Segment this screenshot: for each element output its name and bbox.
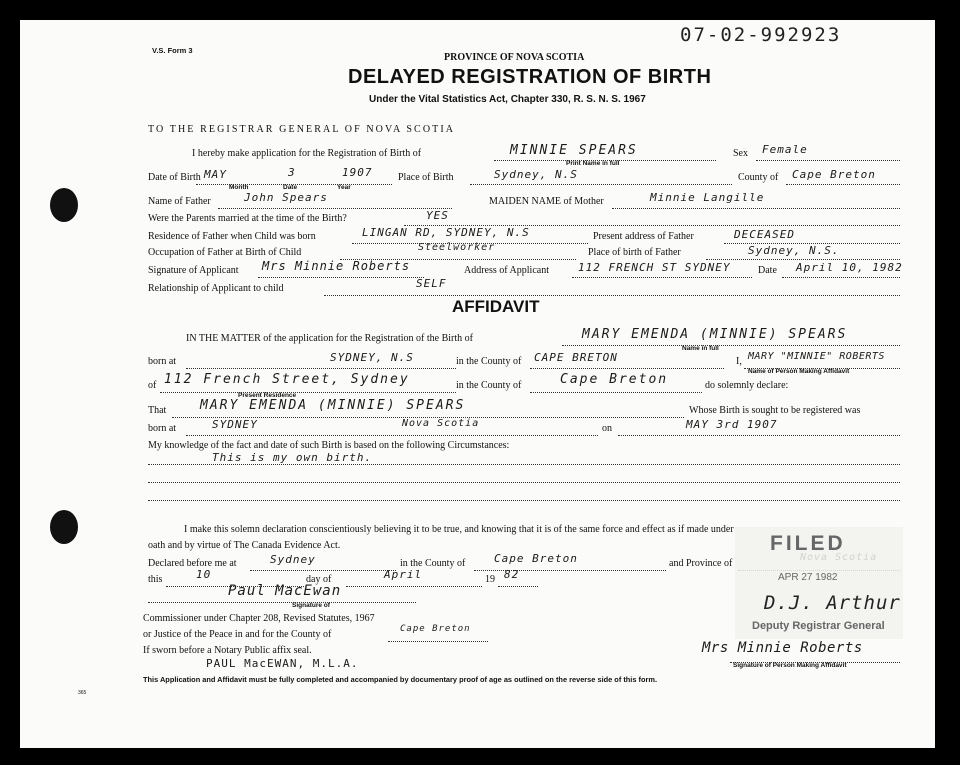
dob-year: 1907 xyxy=(342,166,373,179)
affiant-residence: 112 French Street, Sydney xyxy=(164,372,410,387)
born-on-date: MAY 3rd 1907 xyxy=(686,418,778,431)
father-occupation: Steelworker xyxy=(418,242,496,253)
file-number: 07-02-992923 xyxy=(680,24,842,46)
declared-county: Cape Breton xyxy=(494,552,578,565)
born-at-province: Nova Scotia xyxy=(402,418,480,429)
form-number: V.S. Form 3 xyxy=(152,46,193,55)
declared-at: Sydney xyxy=(270,553,316,566)
father-name: John Spears xyxy=(244,191,328,204)
born-at-city: SYDNEY xyxy=(212,418,258,431)
form-subtitle: Under the Vital Statistics Act, Chapter 330, R. S. N. S. 1967 xyxy=(369,94,646,105)
applicant-address: 112 FRENCH ST SYDNEY xyxy=(578,261,731,274)
province-heading: PROVINCE OF NOVA SCOTIA xyxy=(444,52,585,63)
application-date: April 10, 1982 xyxy=(796,261,903,274)
filed-stamp: FILED xyxy=(770,532,846,555)
place-of-birth: Sydney, N.S xyxy=(494,168,578,181)
punch-hole xyxy=(50,510,78,544)
affidavit-heading: AFFIDAVIT xyxy=(452,297,540,316)
punch-hole xyxy=(50,188,78,222)
sex-value: Female xyxy=(762,143,808,156)
affidavit-born-county: CAPE BRETON xyxy=(534,351,618,364)
application-label: I hereby make application for the Registration of Birth of xyxy=(192,148,422,159)
registrar-title: Deputy Registrar General xyxy=(752,620,885,632)
parents-married: YES xyxy=(426,209,449,222)
circumstances: This is my own birth. xyxy=(212,451,373,464)
county-of-birth: Cape Breton xyxy=(792,168,876,181)
dob-date: 3 xyxy=(288,166,296,179)
affiant-name: MARY "MINNIE" ROBERTS xyxy=(748,351,885,362)
applicant-signature: Mrs Minnie Roberts xyxy=(262,259,411,273)
affidavit-child-name: MARY EMENDA (MINNIE) SPEARS xyxy=(582,327,848,342)
declared-day: 10 xyxy=(196,568,212,581)
child-name: MINNIE SPEARS xyxy=(510,143,638,158)
affiant-signature: Mrs Minnie Roberts xyxy=(702,640,863,656)
declared-month: April xyxy=(384,568,423,581)
dob-month: MAY xyxy=(204,168,227,181)
that-name: MARY EMENDA (MINNIE) SPEARS xyxy=(200,398,466,413)
affiant-residence-county: Cape Breton xyxy=(560,372,669,387)
registrar-signature: D.J. Arthur xyxy=(764,592,901,614)
footer-instruction: This Application and Affidavit must be fully completed and accompanied by documentary proof of age as outlined on the reverse side of this form. xyxy=(143,675,657,684)
declared-year: 82 xyxy=(504,568,520,581)
form-title: DELAYED REGISTRATION OF BIRTH xyxy=(348,66,712,88)
father-present-address: DECEASED xyxy=(734,228,795,241)
commissioner-signature: Paul MacEwan xyxy=(228,583,342,599)
filed-date: APR 27 1982 xyxy=(778,572,838,583)
mother-name: Minnie Langille xyxy=(650,191,765,204)
commissioner-name: PAUL MacEWAN, M.L.A. xyxy=(206,657,359,670)
affidavit-born-at: SYDNEY, N.S xyxy=(330,351,414,364)
applicant-relationship: SELF xyxy=(416,277,447,290)
father-birthplace: Sydney, N.S. xyxy=(748,244,840,257)
form-code: 365 xyxy=(78,690,87,696)
father-residence: LINGAN RD, SYDNEY, N.S xyxy=(362,226,530,239)
justice-county: Cape Breton xyxy=(400,624,471,634)
addressee: TO THE REGISTRAR GENERAL OF NOVA SCOTIA xyxy=(148,124,456,135)
